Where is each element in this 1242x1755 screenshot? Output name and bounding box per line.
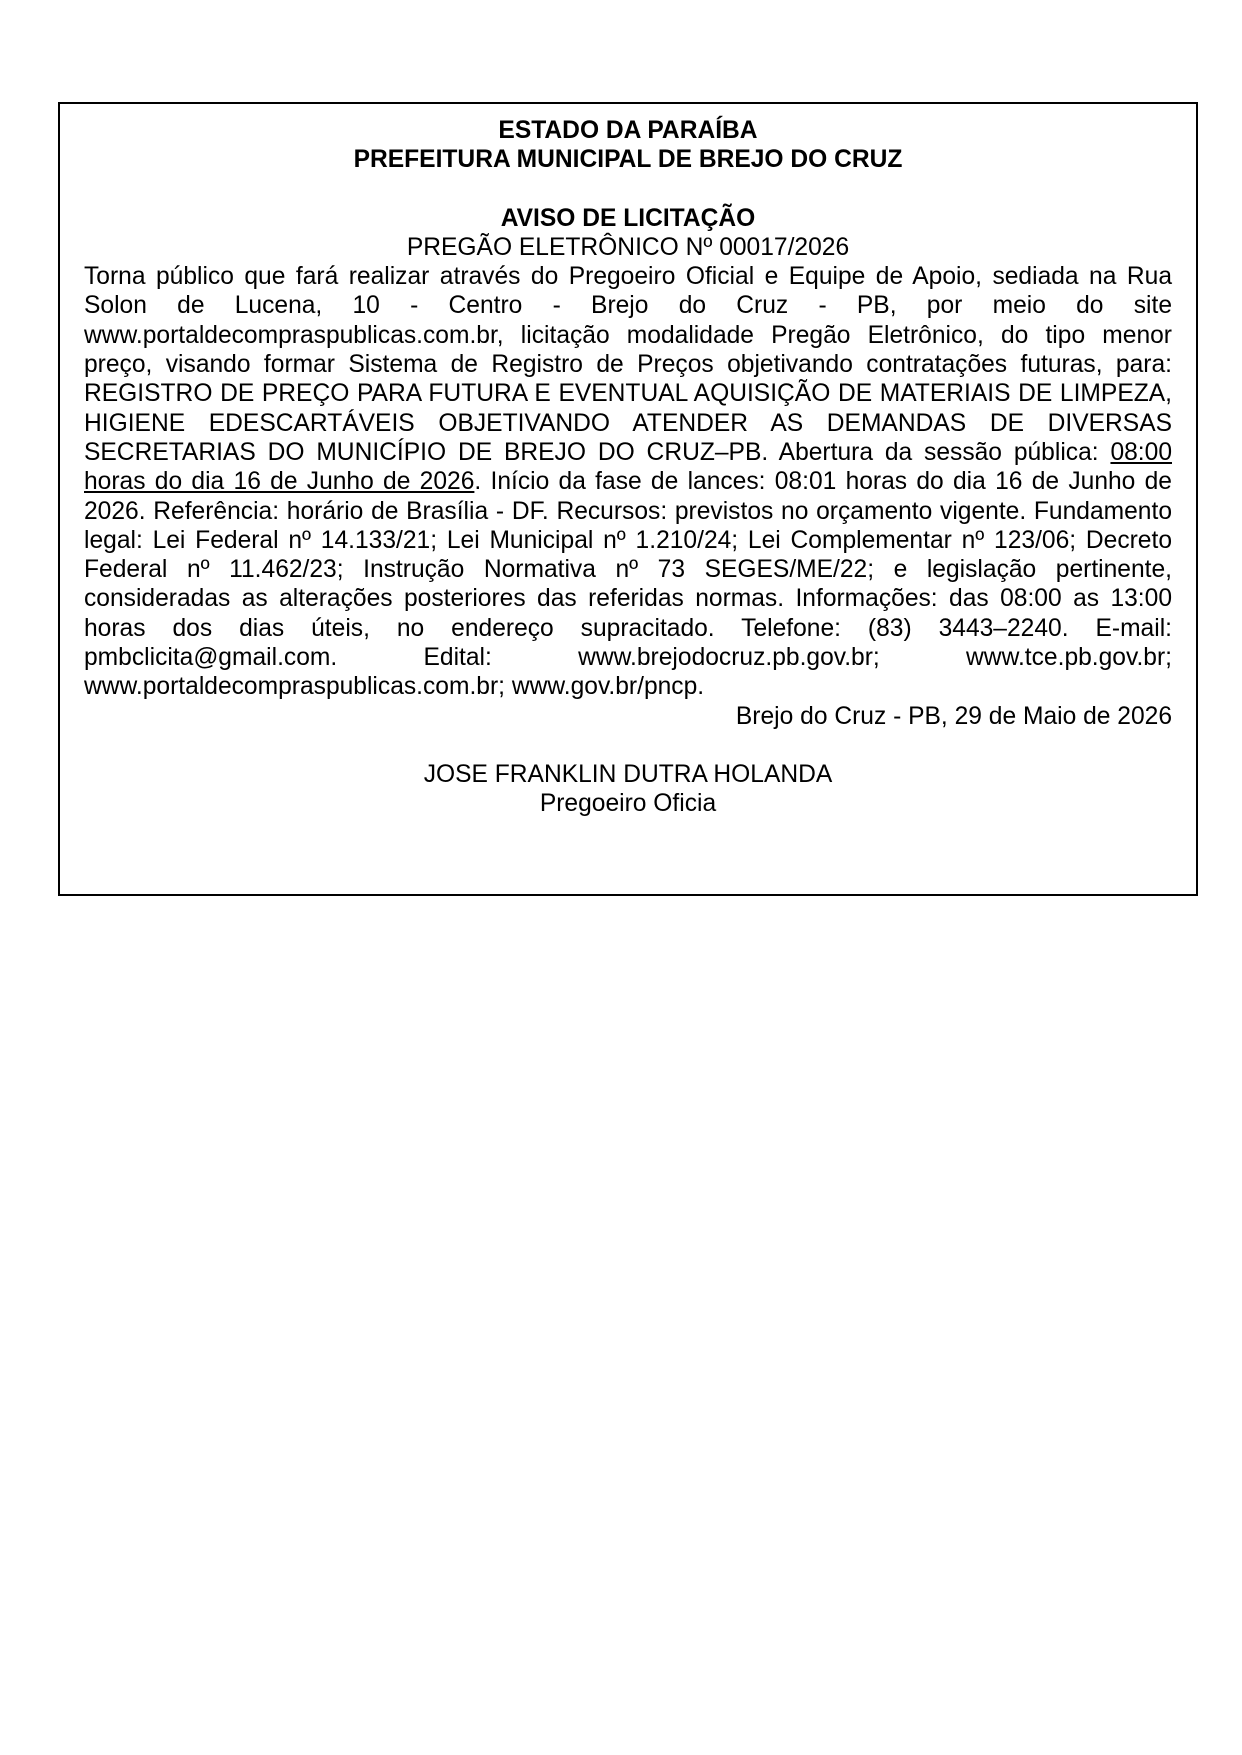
notice-body (84, 262, 1172, 701)
notice-title: AVISO DE LICITAÇÃO (500, 204, 756, 232)
prefecture-heading: PREFEITURA MUNICIPAL DE BREJO DO CRUZ (353, 146, 903, 174)
signatory-name: JOSE FRANKLIN DUTRA HOLANDA (423, 760, 833, 788)
place-date: Brejo do Cruz - PB, 29 de Maio de 2026 (735, 702, 1172, 730)
body-text-before: Torna público que fará realizar através do Pregoeiro Oficial e Equipe de Apoio, sediada na Rua Solon de Lucena, 10 - Centro - Brejo do Cruz - PB, por meio do site www.portaldecompraspublicas.com.br, licitação modalidade Pregão Eletrônico, do tipo menor preço, visando formar Sistema de Registro de Preços objetivando contratações futuras, para: REGISTRO DE PREÇO PARA FUTURA E EVENTUAL AQUISIÇÃO DE MATERIAIS DE LIMPEZA, HIGIENE EDESCARTÁVEIS OBJETIVANDO ATENDER AS DEMANDAS DE DIVERSAS SECRETARIAS DO MUNICÍPIO DE BREJO DO CRUZ–PB. Abertura da sessão pública: (84, 263, 1172, 466)
session-time: 08:00 horas do dia 16 de Junho de 2026 (84, 438, 1172, 496)
signatory-role: Pregoeiro Oficia (539, 790, 717, 818)
notice-box (58, 102, 1198, 896)
body-text-after: . Início da fase de lances: 08:01 horas do dia 16 de Junho de 2026. Referência: horário de Brasília - DF. Recursos: previstos no orçamento vigente. Fundamento legal: Lei Federal nº 14.133/21; Lei Municipal nº 1.210/24; Lei Complementar nº 123/06; Decreto Federal nº 11.462/23; Instrução Normativa nº 73 SEGES/ME/22; e legislação pertinente, consideradas as alterações posteriores das referidas normas. Informações: das 08:00 as 13:00 horas dos dias úteis, no endereço supracitado. Telefone: (83) 3443–2240. E-mail: pmbclicita@gmail.com. Edital: www.brejodocruz.pb.gov.br; www.tce.pb.gov.br; www.portaldecompraspublicas.com.br; www.gov.br/pncp. (84, 468, 1172, 701)
notice-content (84, 116, 1172, 819)
state-heading: ESTADO DA PARAÍBA (498, 117, 758, 144)
notice-subtitle: PREGÃO ELETRÔNICO Nº 00017/2026 (406, 233, 850, 261)
